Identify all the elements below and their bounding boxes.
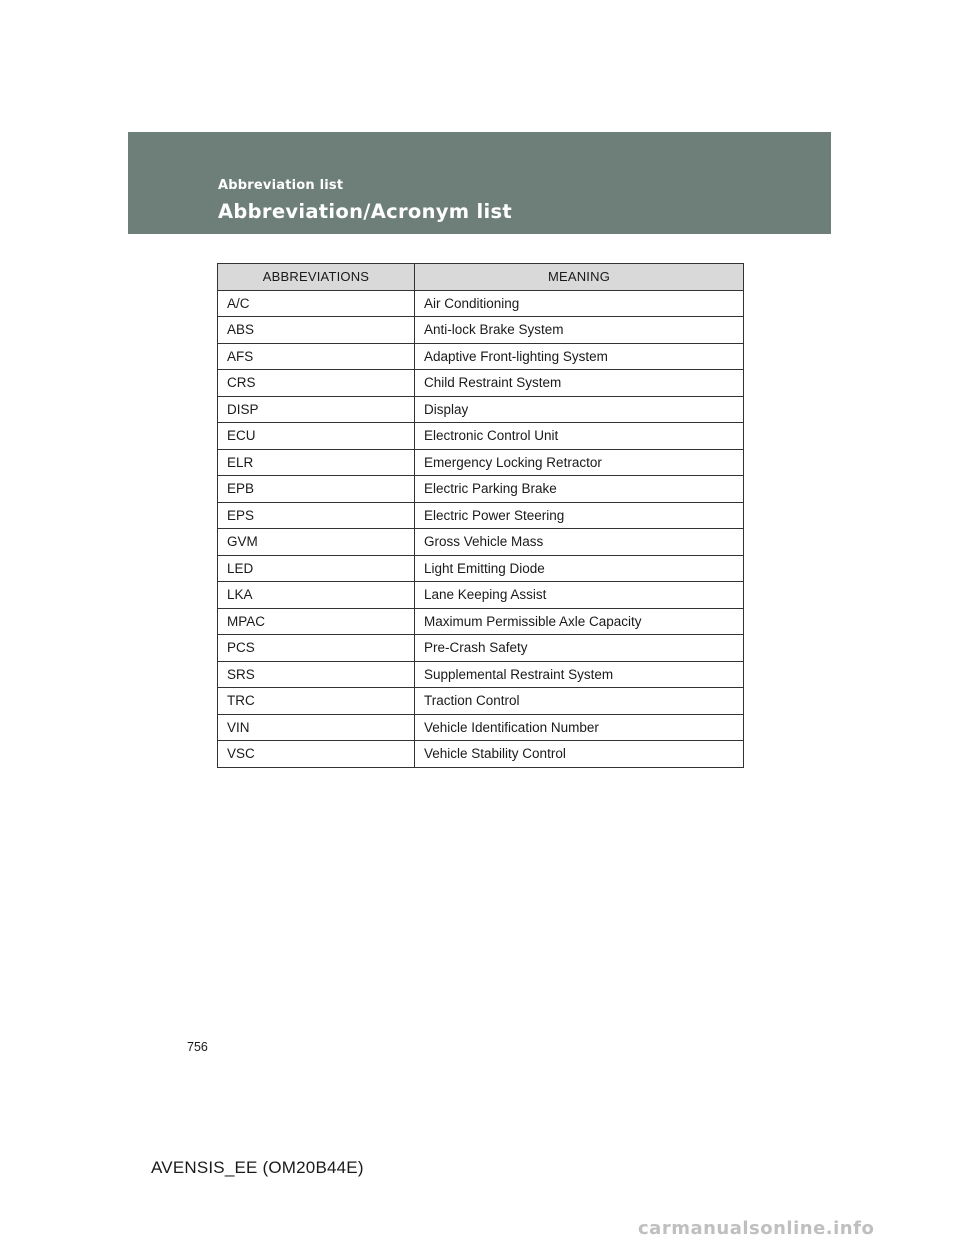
abbreviation-cell: CRS [218, 370, 415, 397]
table-row [218, 741, 744, 768]
column-header-abbreviations: ABBREVIATIONS [218, 264, 415, 291]
abbreviation-cell: GVM [218, 529, 415, 556]
table-row [218, 608, 744, 635]
abbreviation-cell: VSC [218, 741, 415, 768]
watermark: carmanualsonline.info [638, 1218, 875, 1239]
table-row [218, 502, 744, 529]
abbreviation-cell: LKA [218, 582, 415, 609]
header-band [128, 132, 831, 234]
abbreviation-cell: AFS [218, 343, 415, 370]
meaning-cell: Lane Keeping Assist [415, 582, 744, 609]
table-row [218, 555, 744, 582]
meaning-cell: Light Emitting Diode [415, 555, 744, 582]
abbreviation-table [217, 263, 744, 768]
table-row [218, 317, 744, 344]
table-row [218, 688, 744, 715]
column-header-meaning: MEANING [415, 264, 744, 291]
table-row [218, 476, 744, 503]
abbreviation-cell: LED [218, 555, 415, 582]
table-header [218, 264, 744, 291]
meaning-cell: Maximum Permissible Axle Capacity [415, 608, 744, 635]
abbreviation-cell: MPAC [218, 608, 415, 635]
table-row [218, 449, 744, 476]
table-row [218, 661, 744, 688]
page-number: 756 [187, 1040, 208, 1054]
abbreviation-cell: DISP [218, 396, 415, 423]
meaning-cell: Child Restraint System [415, 370, 744, 397]
abbreviation-cell: VIN [218, 714, 415, 741]
abbreviation-cell: ELR [218, 449, 415, 476]
page-title: Abbreviation/Acronym list [218, 200, 512, 223]
abbreviation-cell: ECU [218, 423, 415, 450]
meaning-cell: Adaptive Front-lighting System [415, 343, 744, 370]
table-body [218, 290, 744, 767]
table-row [218, 582, 744, 609]
meaning-cell: Gross Vehicle Mass [415, 529, 744, 556]
table-row [218, 423, 744, 450]
table-row [218, 635, 744, 662]
document-code: AVENSIS_EE (OM20B44E) [151, 1158, 364, 1177]
table-header-row [218, 264, 744, 291]
table-row [218, 714, 744, 741]
meaning-cell: Traction Control [415, 688, 744, 715]
table-row [218, 396, 744, 423]
meaning-cell: Anti-lock Brake System [415, 317, 744, 344]
meaning-cell: Vehicle Stability Control [415, 741, 744, 768]
table-row [218, 529, 744, 556]
meaning-cell: Supplemental Restraint System [415, 661, 744, 688]
meaning-cell: Electric Power Steering [415, 502, 744, 529]
table-row [218, 343, 744, 370]
abbreviation-cell: TRC [218, 688, 415, 715]
meaning-cell: Emergency Locking Retractor [415, 449, 744, 476]
abbreviation-cell: EPS [218, 502, 415, 529]
table-row [218, 370, 744, 397]
abbreviation-cell: A/C [218, 290, 415, 317]
section-label: Abbreviation list [218, 178, 344, 193]
meaning-cell: Display [415, 396, 744, 423]
abbreviation-cell: EPB [218, 476, 415, 503]
meaning-cell: Pre-Crash Safety [415, 635, 744, 662]
table-row [218, 290, 744, 317]
meaning-cell: Vehicle Identification Number [415, 714, 744, 741]
meaning-cell: Electric Parking Brake [415, 476, 744, 503]
abbreviation-cell: PCS [218, 635, 415, 662]
abbreviation-cell: ABS [218, 317, 415, 344]
meaning-cell: Air Conditioning [415, 290, 744, 317]
meaning-cell: Electronic Control Unit [415, 423, 744, 450]
abbreviation-cell: SRS [218, 661, 415, 688]
